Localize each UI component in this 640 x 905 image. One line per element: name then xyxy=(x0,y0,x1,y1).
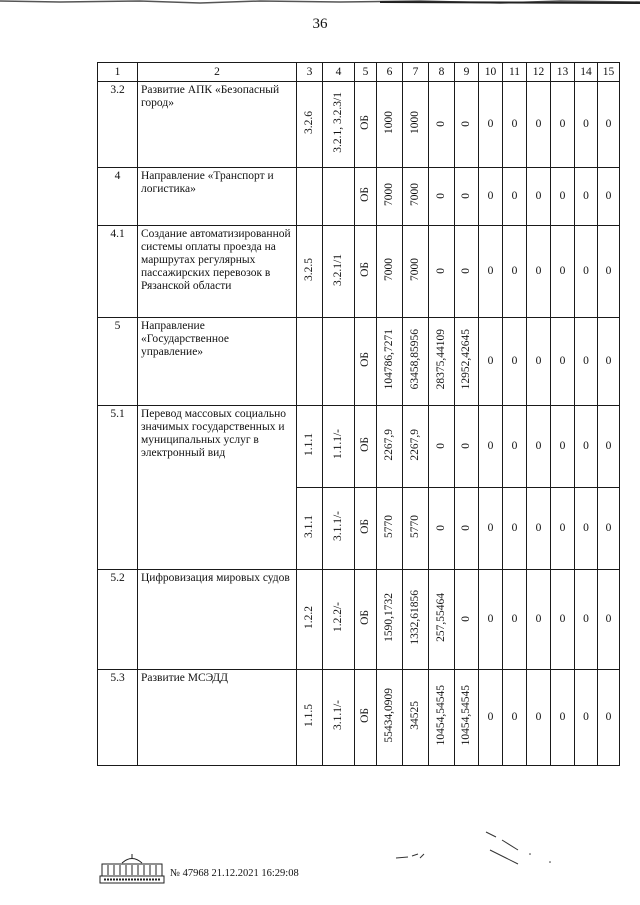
cell-col7: 1332,61856 xyxy=(409,590,421,645)
cell-col8: 0 xyxy=(435,121,447,127)
cell-col10: 0 xyxy=(479,318,503,406)
table-row xyxy=(98,670,620,766)
cell-col6: 1590,1732 xyxy=(383,593,395,642)
cell-col8: 0 xyxy=(435,443,447,449)
cell-col12: 0 xyxy=(527,406,551,488)
header-cell: 14 xyxy=(575,63,598,82)
cell-col4: 3.2.1, 3.2.3/1 xyxy=(332,92,344,153)
cell-col8: 10454,54545 xyxy=(435,685,447,746)
row-number: 4 xyxy=(98,168,138,226)
cell-col5: ОБ xyxy=(359,610,371,625)
cell-col10: 0 xyxy=(479,488,503,570)
cell-col8: 0 xyxy=(435,268,447,274)
row-name: Цифровизация мировых судов xyxy=(138,570,297,670)
cell-col9: 0 xyxy=(460,268,472,274)
cell-col10: 0 xyxy=(479,570,503,670)
cell-col4: 3.1.1/- xyxy=(332,511,344,542)
cell-col11: 0 xyxy=(503,226,527,318)
header-cell: 11 xyxy=(503,63,527,82)
cell-col9: 10454,54545 xyxy=(460,685,472,746)
cell-col12: 0 xyxy=(527,82,551,168)
header-cell: 4 xyxy=(323,63,355,82)
header-cell: 8 xyxy=(429,63,455,82)
scan-edge-artifact xyxy=(0,0,640,6)
cell-col14: 0 xyxy=(575,670,598,766)
row-number: 5.3 xyxy=(98,670,138,766)
cell-col3: 3.1.1 xyxy=(303,515,315,538)
cell-col3: 1.1.5 xyxy=(303,704,315,727)
header-cell: 7 xyxy=(403,63,429,82)
cell-col8: 257,55464 xyxy=(435,593,447,642)
cell-col6: 104786,7271 xyxy=(383,329,395,390)
cell-col7: 2267,9 xyxy=(409,428,421,461)
cell-col15: 0 xyxy=(598,318,620,406)
cell-col12: 0 xyxy=(527,226,551,318)
header-cell: 2 xyxy=(138,63,297,82)
cell-col10: 0 xyxy=(479,670,503,766)
cell-col15: 0 xyxy=(598,226,620,318)
cell-col15: 0 xyxy=(598,168,620,226)
row-number: 4.1 xyxy=(98,226,138,318)
page-number: 36 xyxy=(312,16,328,32)
row-name: Направление «Транспорт и логистика» xyxy=(138,168,297,226)
cell-col7: 1000 xyxy=(409,111,421,134)
cell-col5: ОБ xyxy=(359,437,371,452)
header-cell: 15 xyxy=(598,63,620,82)
row-name: Перевод массовых социально значимых государственных и муниципальных услуг в электронный вид xyxy=(138,406,297,570)
cell-col12: 0 xyxy=(527,670,551,766)
cell-col14: 0 xyxy=(575,570,598,670)
cell-col6: 1000 xyxy=(383,111,395,134)
row-number: 5.1 xyxy=(98,406,138,570)
cell-col14: 0 xyxy=(575,488,598,570)
document-stamp: № 47968 21.12.2021 16:29:08 xyxy=(170,868,299,879)
cell-col10: 0 xyxy=(479,406,503,488)
row-number: 5.2 xyxy=(98,570,138,670)
cell-col15: 0 xyxy=(598,82,620,168)
cell-col13: 0 xyxy=(551,406,575,488)
cell-col9: 0 xyxy=(460,193,472,199)
cell-col12: 0 xyxy=(527,570,551,670)
cell-col3: 1.2.2 xyxy=(303,606,315,629)
cell-col14: 0 xyxy=(575,226,598,318)
cell-col11: 0 xyxy=(503,168,527,226)
row-name: Развитие МСЭДД xyxy=(138,670,297,766)
cell-col13: 0 xyxy=(551,168,575,226)
cell-col13: 0 xyxy=(551,488,575,570)
table-row xyxy=(98,82,620,168)
header-cell: 10 xyxy=(479,63,503,82)
cell-col4: 3.2.1/1 xyxy=(332,253,344,286)
cell-col12: 0 xyxy=(527,488,551,570)
cell-col11: 0 xyxy=(503,82,527,168)
table-row xyxy=(98,226,620,318)
table-row xyxy=(98,570,620,670)
cell-col5: ОБ xyxy=(359,708,371,723)
row-number: 5 xyxy=(98,318,138,406)
cell-col11: 0 xyxy=(503,570,527,670)
cell-col13: 0 xyxy=(551,82,575,168)
header-cell: 1 xyxy=(98,63,138,82)
cell-col11: 0 xyxy=(503,670,527,766)
cell-col12: 0 xyxy=(527,318,551,406)
table-row xyxy=(98,168,620,226)
cell-col4: 3.1.1/- xyxy=(332,700,344,731)
header-cell: 3 xyxy=(297,63,323,82)
cell-col7: 34525 xyxy=(409,701,421,730)
cell-col15: 0 xyxy=(598,570,620,670)
cell-col13: 0 xyxy=(551,670,575,766)
cell-col6: 7000 xyxy=(383,183,395,206)
government-building-logo xyxy=(98,852,166,884)
cell-col6: 5770 xyxy=(383,515,395,538)
cell-col11: 0 xyxy=(503,406,527,488)
cell-col8: 0 xyxy=(435,193,447,199)
cell-col14: 0 xyxy=(575,168,598,226)
cell-col6: 2267,9 xyxy=(383,428,395,461)
table-row xyxy=(98,318,620,406)
cell-col9: 0 xyxy=(460,121,472,127)
cell-col14: 0 xyxy=(575,406,598,488)
cell-col8: 28375,44109 xyxy=(435,329,447,390)
cell-col7: 5770 xyxy=(409,515,421,538)
cell-col7: 63458,85956 xyxy=(409,329,421,390)
cell-col9: 0 xyxy=(460,443,472,449)
cell-col4: 1.2.2/- xyxy=(332,602,344,633)
header-row xyxy=(98,63,620,82)
cell-col3: 3.2.6 xyxy=(303,111,315,134)
row-name: Направление «Государственное управление» xyxy=(138,318,297,406)
header-cell: 13 xyxy=(551,63,575,82)
cell-col5: ОБ xyxy=(359,262,371,277)
cell-col10: 0 xyxy=(479,226,503,318)
row-number: 3.2 xyxy=(98,82,138,168)
cell-col14: 0 xyxy=(575,318,598,406)
cell-col4: 1.1.1/- xyxy=(332,429,344,460)
signature-marks xyxy=(390,828,560,876)
cell-col3: 3.2.5 xyxy=(303,258,315,281)
cell-col12: 0 xyxy=(527,168,551,226)
cell-col10: 0 xyxy=(479,82,503,168)
cell-col13: 0 xyxy=(551,570,575,670)
cell-col5: ОБ xyxy=(359,115,371,130)
cell-col9: 12952,42645 xyxy=(460,329,472,390)
header-cell: 12 xyxy=(527,63,551,82)
cell-col11: 0 xyxy=(503,318,527,406)
cell-col5: ОБ xyxy=(359,352,371,367)
header-cell: 6 xyxy=(377,63,403,82)
cell-col5: ОБ xyxy=(359,519,371,534)
cell-col5: ОБ xyxy=(359,187,371,202)
cell-col14: 0 xyxy=(575,82,598,168)
data-table xyxy=(97,62,620,766)
cell-col6: 7000 xyxy=(383,258,395,281)
cell-col13: 0 xyxy=(551,226,575,318)
cell-col15: 0 xyxy=(598,488,620,570)
cell-col10: 0 xyxy=(479,168,503,226)
table-row xyxy=(98,406,620,488)
row-name: Создание автоматизированной системы оплаты проезда на маршрутах регулярных пассажирских перевозок в Рязанской области xyxy=(138,226,297,318)
cell-col13: 0 xyxy=(551,318,575,406)
row-name: Развитие АПК «Безопасный город» xyxy=(138,82,297,168)
cell-col11: 0 xyxy=(503,488,527,570)
cell-col9: 0 xyxy=(460,525,472,531)
cell-col9: 0 xyxy=(460,616,472,622)
cell-col3: 1.1.1 xyxy=(303,433,315,456)
header-cell: 5 xyxy=(355,63,377,82)
cell-col7: 7000 xyxy=(409,258,421,281)
cell-col7: 7000 xyxy=(409,183,421,206)
cell-col15: 0 xyxy=(598,670,620,766)
cell-col15: 0 xyxy=(598,406,620,488)
cell-col8: 0 xyxy=(435,525,447,531)
header-cell: 9 xyxy=(455,63,479,82)
cell-col6: 55434,0909 xyxy=(383,688,395,743)
